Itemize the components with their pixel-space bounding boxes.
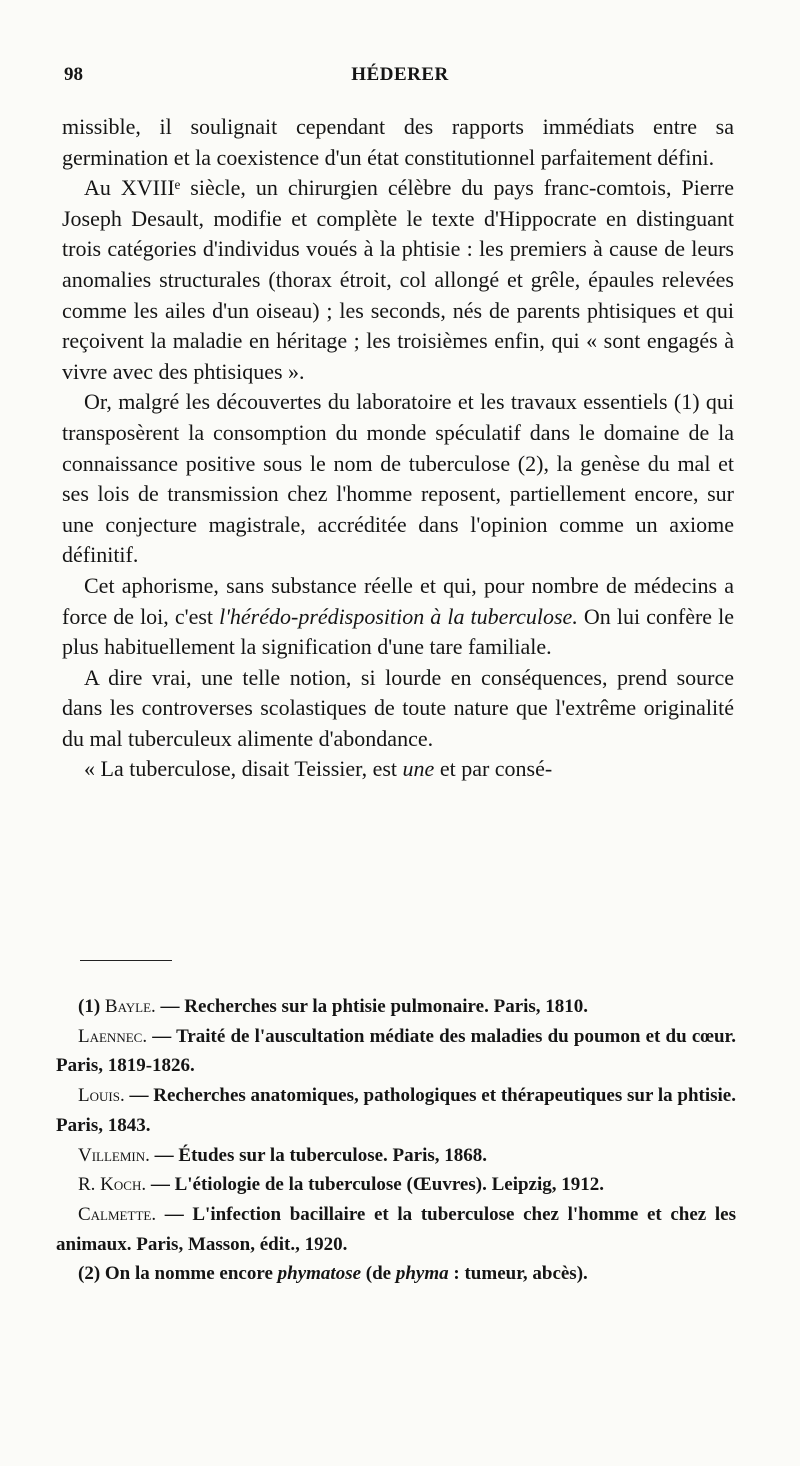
footnote-author: Villemin. [78,1144,150,1166]
paragraph-1: missible, il soulignait cependant des rapports immédiats entre sa germination et la coexistence d'un état constitutionnel parfaitement défini. [62,114,734,170]
footnote-2 [56,1259,736,1289]
footnote-entry [56,1170,736,1200]
paragraph-3: Or, malgré les découvertes du laboratoire et les travaux essentiels (1) qui transposèrent la consomption du monde spéculatif dans le domaine de la connaissance positive sous le nom de tuberculose (2), la genèse du mal et ses lois de transmission chez l'homme reposent, partiellement encore, sur une conjecture magistrale, accréditée dans l'opinion comme un axiome définitif. [62,389,734,568]
footnote-author: R. Koch. [78,1174,147,1196]
paragraph-2: Au XVIIIᵉ siècle, un chirurgien célèbre du pays franc-comtois, Pierre Joseph Desault, modifie et complète le texte d'Hippocrate en distinguant trois catégories d'individus voués à la phtisie : les premiers à cause de leurs anomalies structurales (thorax étroit, col allongé et grêle, épaules relevées comme les ailes d'un oiseau) ; les seconds, nés de parents phtisiques et qui reçoivent la maladie en héritage ; les troisièmes enfin, qui « sont engagés à vivre avec des phtisiques ». [62,175,734,384]
paragraph-4-text-a: Cet aphorisme, sans substance réelle et qui, pour nombre de médecins a force de loi, c'est [62,572,734,629]
paragraph-6-text-a: « La tuberculose, disait Teissier, est [84,756,403,782]
footnote-2-text-c: : tumeur, abcès). [448,1263,588,1285]
paragraph-4 [62,571,734,663]
paragraph-4-text-b: On lui confère le plus habituellement la signification d'une tare familiale. [62,603,734,660]
footnote-author: Laennec. [78,1025,148,1047]
footnote-author: Bayle. [104,996,156,1017]
footnote-text: — L'infection bacillaire et la tuberculose chez l'homme et chez les animaux. Paris, Masson, édit., 1920. [56,1203,736,1255]
footnote-rule [80,960,172,961]
footnote-prefix: (1) [78,996,105,1017]
footnotes [56,992,736,1289]
page-number: 98 [64,64,83,85]
footnote-2-text-b: (de [361,1263,396,1285]
page-header [64,64,736,94]
paragraph-5: A dire vrai, une telle notion, si lourde en conséquences, prend source dans les controverses scolastiques de toute nature que l'extrême originalité du mal tuberculeux alimente d'abondance. [62,664,734,751]
footnote-text: — Recherches anatomiques, pathologiques et thérapeutiques sur la phtisie. Paris, 1843. [56,1085,736,1136]
footnote-2-italic-1: phymatose [277,1263,362,1285]
footnote-2-italic-2: phyma [395,1263,449,1285]
paragraph-6 [62,754,734,785]
paragraph-4-italic: l'hérédo-prédisposition à la tuberculose. [219,603,578,629]
footnote-entry [56,1081,736,1140]
footnote-text: — L'étiologie de la tuberculose (Œuvres). Leipzig, 1912. [146,1174,604,1196]
footnote-entry [56,1200,736,1259]
footnote-entry [56,992,736,1022]
footnote-author: Louis. [78,1085,125,1107]
paragraph-6-italic: une [402,756,435,782]
footnote-text: — Traité de l'auscultation médiate des maladies du poumon et du cœur. Paris, 1819-1826. [56,1025,736,1077]
footnote-text: — Études sur la tuberculose. Paris, 1868. [149,1144,487,1166]
running-head: HÉDERER [351,64,449,85]
footnote-entry [56,1141,736,1171]
footnote-entry [56,1022,736,1081]
footnote-2-text-a: (2) On la nomme encore [78,1263,278,1285]
footnote-text: — Recherches sur la phtisie pulmonaire. Paris, 1810. [155,996,589,1017]
body-text [62,112,734,785]
footnote-author: Calmette. [78,1203,157,1225]
paragraph-6-text-b: et par consé- [434,756,553,782]
